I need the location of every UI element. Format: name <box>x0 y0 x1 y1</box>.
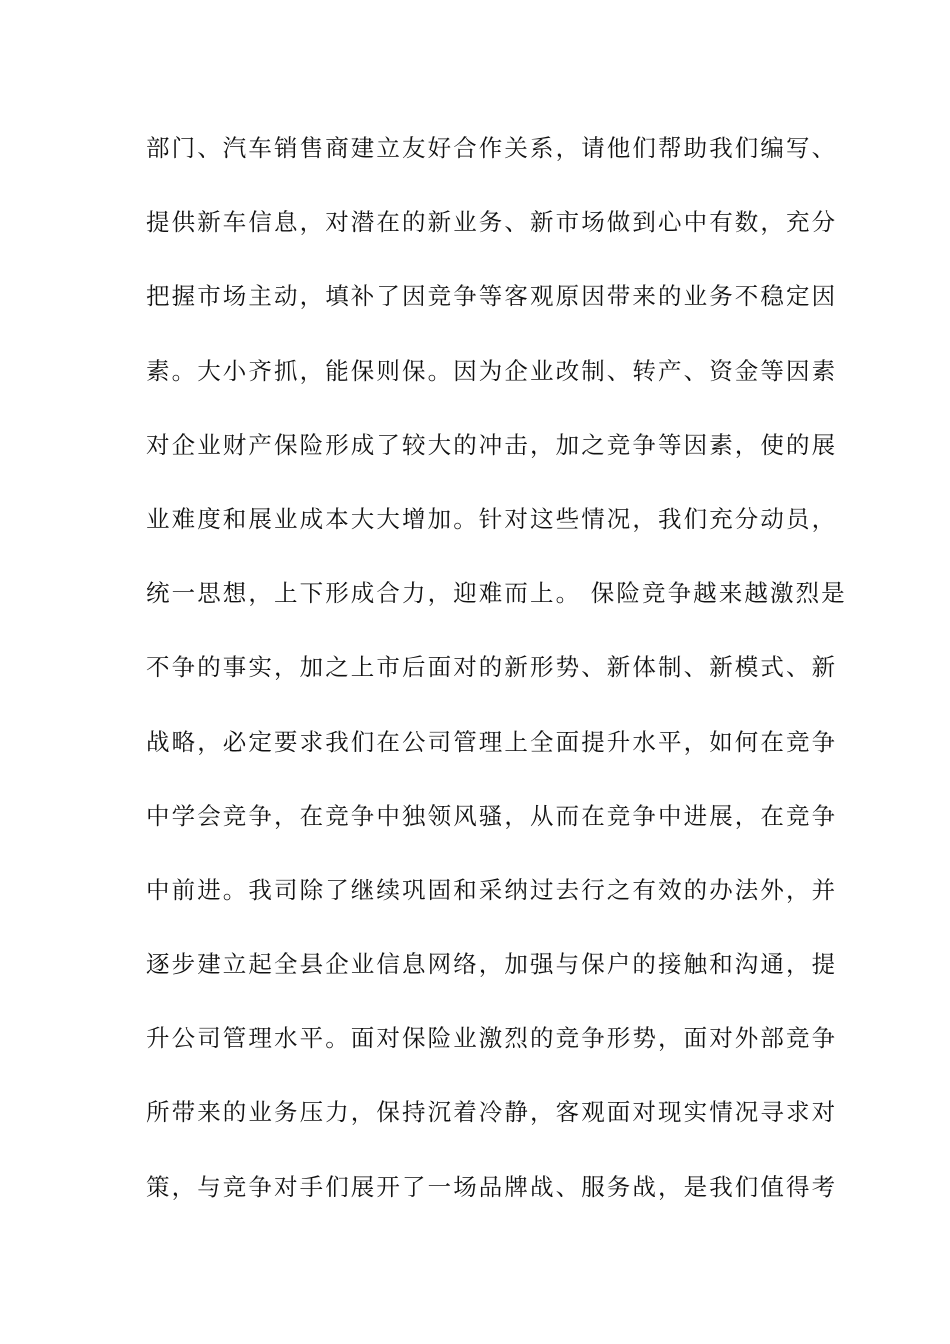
text-line: 提供新车信息，对潜在的新业务、新市场做到心中有数，充分 <box>146 208 838 237</box>
text-line: 中学会竞争，在竞争中独领风骚，从而在竞争中进展，在竞争 <box>146 801 838 830</box>
text-line: 策，与竞争对手们展开了一场品牌战、服务战，是我们值得考 <box>146 1172 838 1201</box>
text-line: 统一思想，上下形成合力，迎难而上。 保险竞争越来越激烈是 <box>146 579 847 608</box>
text-line: 对企业财产保险形成了较大的冲击，加之竞争等因素，使的展 <box>146 430 838 459</box>
text-line: 不争的事实，加之上市后面对的新形势、新体制、新模式、新 <box>146 653 838 682</box>
text-line: 素。大小齐抓，能保则保。因为企业改制、转产、资金等因素 <box>146 356 838 385</box>
text-line: 逐步建立起全县企业信息网络，加强与保户的接触和沟通，提 <box>146 950 838 979</box>
text-line: 业难度和展业成本大大增加。针对这些情况，我们充分动员， <box>146 504 838 533</box>
text-line: 中前进。我司除了继续巩固和采纳过去行之有效的办法外，并 <box>146 875 838 904</box>
text-line: 所带来的业务压力，保持沉着冷静，客观面对现实情况寻求对 <box>146 1098 838 1127</box>
body-text <box>146 128 847 1241</box>
text-line: 升公司管理水平。面对保险业激烈的竞争形势，面对外部竞争 <box>146 1024 838 1053</box>
text-line: 把握市场主动，填补了因竞争等客观原因带来的业务不稳定因 <box>146 282 838 311</box>
text-line: 部门、汽车销售商建立友好合作关系，请他们帮助我们编写、 <box>146 134 838 162</box>
text-line: 战略，必定要求我们在公司管理上全面提升水平，如何在竞争 <box>146 727 838 756</box>
